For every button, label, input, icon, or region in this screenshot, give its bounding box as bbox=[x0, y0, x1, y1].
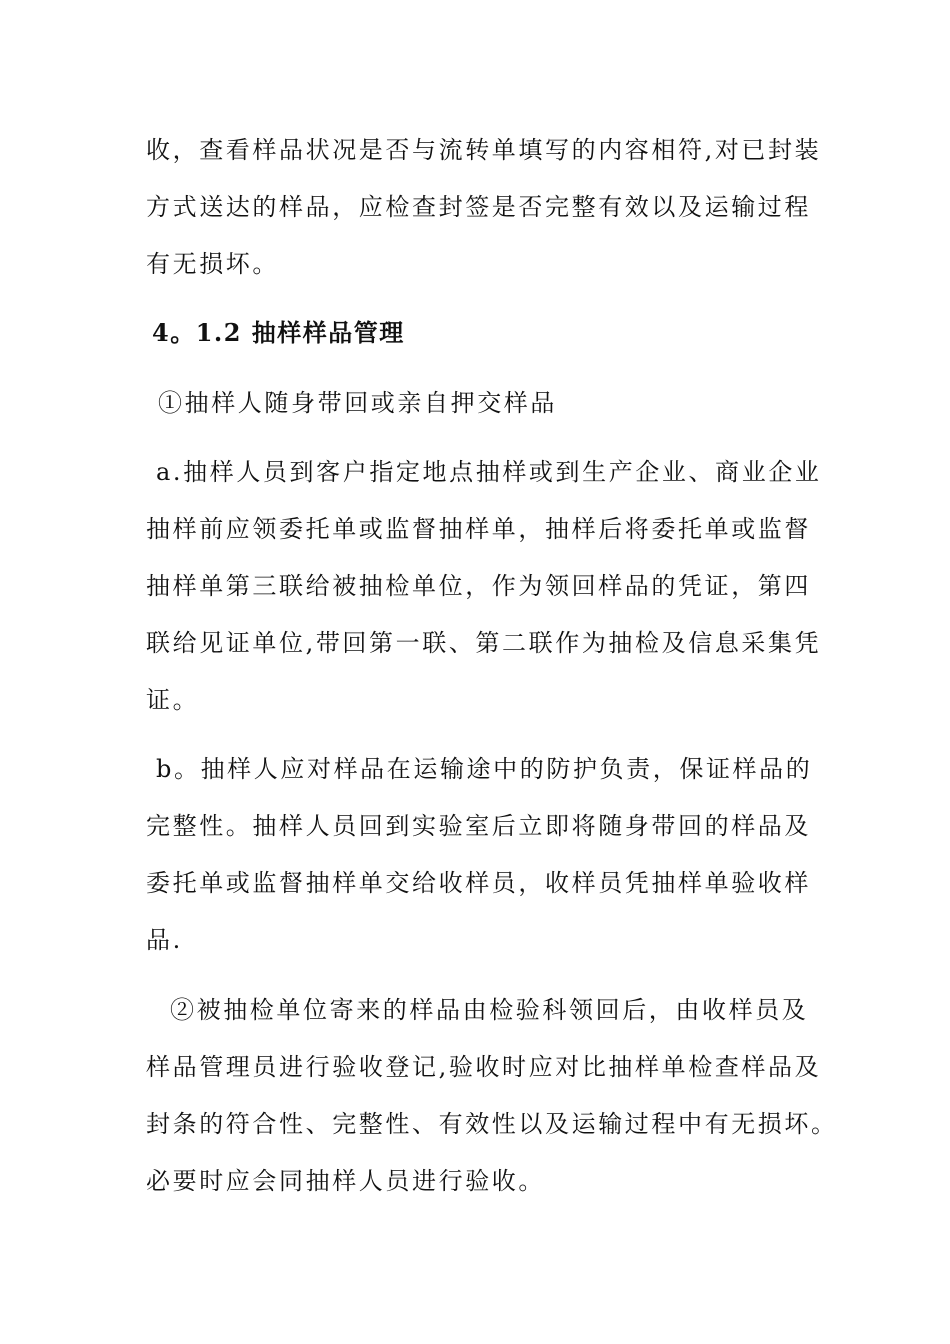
section-heading: 4。1.2 抽样样品管理 bbox=[152, 318, 405, 347]
paragraph-line: 委托单或监督抽样单交给收样员，收样员凭抽样单验收样 bbox=[146, 869, 811, 897]
paragraph-line: 抽样单第三联给被抽检单位，作为领回样品的凭证，第四 bbox=[146, 572, 811, 600]
list-item-heading: ①抽样人随身带回或亲自押交样品 bbox=[158, 389, 557, 417]
paragraph-line: 封条的符合性、完整性、有效性以及运输过程中有无损坏。 bbox=[146, 1110, 838, 1138]
paragraph-line: ②被抽检单位寄来的样品由检验科领回后，由收样员及 bbox=[170, 996, 809, 1024]
paragraph-line: 有无损坏。 bbox=[146, 250, 279, 278]
paragraph-line: 样品管理员进行验收登记,验收时应对比抽样单检查样品及 bbox=[146, 1053, 822, 1081]
paragraph-line: 证。 bbox=[146, 686, 200, 714]
paragraph-line: a.抽样人员到客户指定地点抽样或到生产企业、商业企业 bbox=[156, 458, 822, 486]
paragraph-line: 联给见证单位,带回第一联、第二联作为抽检及信息采集凭 bbox=[146, 629, 822, 657]
paragraph-line: 抽样前应领委托单或监督抽样单，抽样后将委托单或监督 bbox=[146, 515, 811, 543]
paragraph-line: b。抽样人应对样品在运输途中的防护负责，保证样品的 bbox=[156, 755, 813, 783]
paragraph-line: 品. bbox=[146, 926, 183, 954]
paragraph-line: 收，查看样品状况是否与流转单填写的内容相符,对已封装 bbox=[146, 136, 822, 164]
paragraph-line: 完整性。抽样人员回到实验室后立即将随身带回的样品及 bbox=[146, 812, 811, 840]
paragraph-line: 必要时应会同抽样人员进行验收。 bbox=[146, 1167, 545, 1195]
paragraph-line: 方式送达的样品，应检查封签是否完整有效以及运输过程 bbox=[146, 193, 811, 221]
